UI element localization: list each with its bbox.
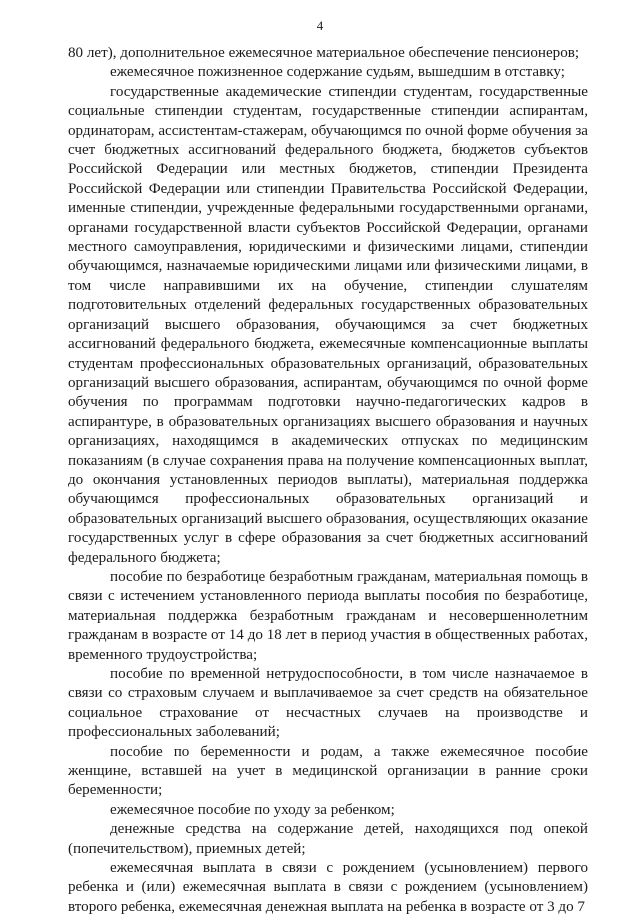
paragraph-birth-payment: ежемесячная выплата в связи с рождением (усыновлением) первого ребенка и (или) ежемесячная выплата в связи с рождением (усыновлением) второго ребенка, ежемесячная денежная выплата на ребенка в возрасте от 3 до 7 — [68, 860, 588, 915]
paragraph-continuation: 80 лет), дополнительное ежемесячное материальное обеспечение пенсионеров; — [68, 45, 580, 61]
document-body — [68, 44, 588, 917]
paragraph-unemployment-benefit: пособие по безработице безработным гражданам, материальная помощь в связи с истечением установленного периода выплаты пособия по безработице, материальная поддержка безработным гражданам и несовершеннолетним гражданам в возрасте от 14 до 18 лет в период участия в общественных работах, временного трудоустройства; — [68, 568, 588, 663]
paragraph-sick-leave-benefit: пособие по временной нетрудоспособности, в том числе назначаемое в связи со страховым случаем и выплачиваемое за счет средств на обязательное социальное страхование от несчастных случаев на производстве и профессиональных заболеваний; — [68, 666, 588, 741]
paragraph-judges-allowance: ежемесячное пожизненное содержание судьям, вышедшим в отставку; — [110, 64, 565, 81]
paragraph-maternity-benefit: пособие по беременности и родам, а также ежемесячное пособие женщине, вставшей на учет в медицинской организации в ранние сроки беременности; — [68, 743, 588, 799]
paragraph-childcare-allowance: ежемесячное пособие по уходу за ребенком; — [110, 801, 395, 818]
page-number: 4 — [316, 18, 324, 33]
paragraph-guardianship-funds: денежные средства на содержание детей, находящихся под опекой (попечительством), приемных детей; — [68, 821, 588, 857]
paragraph-scholarships: государственные академические стипендии студентам, государственные социальные стипендии студентам, государственные стипендии аспирантам, ординаторам, ассистентам-стажерам, обучающимся по очной форме обучения за счет бюджетных ассигнований федерального бюджета, бюджетов субъектов Российской Федерации или местных бюджетов, стипендии Президента Российской Федерации или стипендии Правительства Российской Федерации, именные стипендии, учрежденные федеральными государственными органами, органами государственной власти субъектов Российской Федерации, органами местного самоуправления, юридическими и физическими лицами, стипендии обучающимся, назначаемые юридическими лицами или физическими лицами, в том числе направившими их на обучение, стипендии слушателям подготовительных отделений федеральных государственных образовательных организаций высшего образования, обучающимся за счет бюджетных ассигнований федерального бюджета, ежемесячные компенсационные выплаты студентам профессиональных образовательных организаций, образовательных организаций высшего образования, аспирантам, обучающимся по очной форме обучения по программам подготовки научно-педагогических кадров в аспирантуре, в образовательных организациях высшего образования и научных организациях, находящимся в академических отпусках по медицинским показаниям (в случае сохранения права на получение компенсационных выплат, до окончания установленных периодов выплаты), материальная поддержка обучающимся профессиональных образовательных организаций и образовательных организаций высшего образования, осуществляющих оказание государственных услуг в сфере образования за счет бюджетных ассигнований федерального бюджета; — [68, 83, 588, 566]
